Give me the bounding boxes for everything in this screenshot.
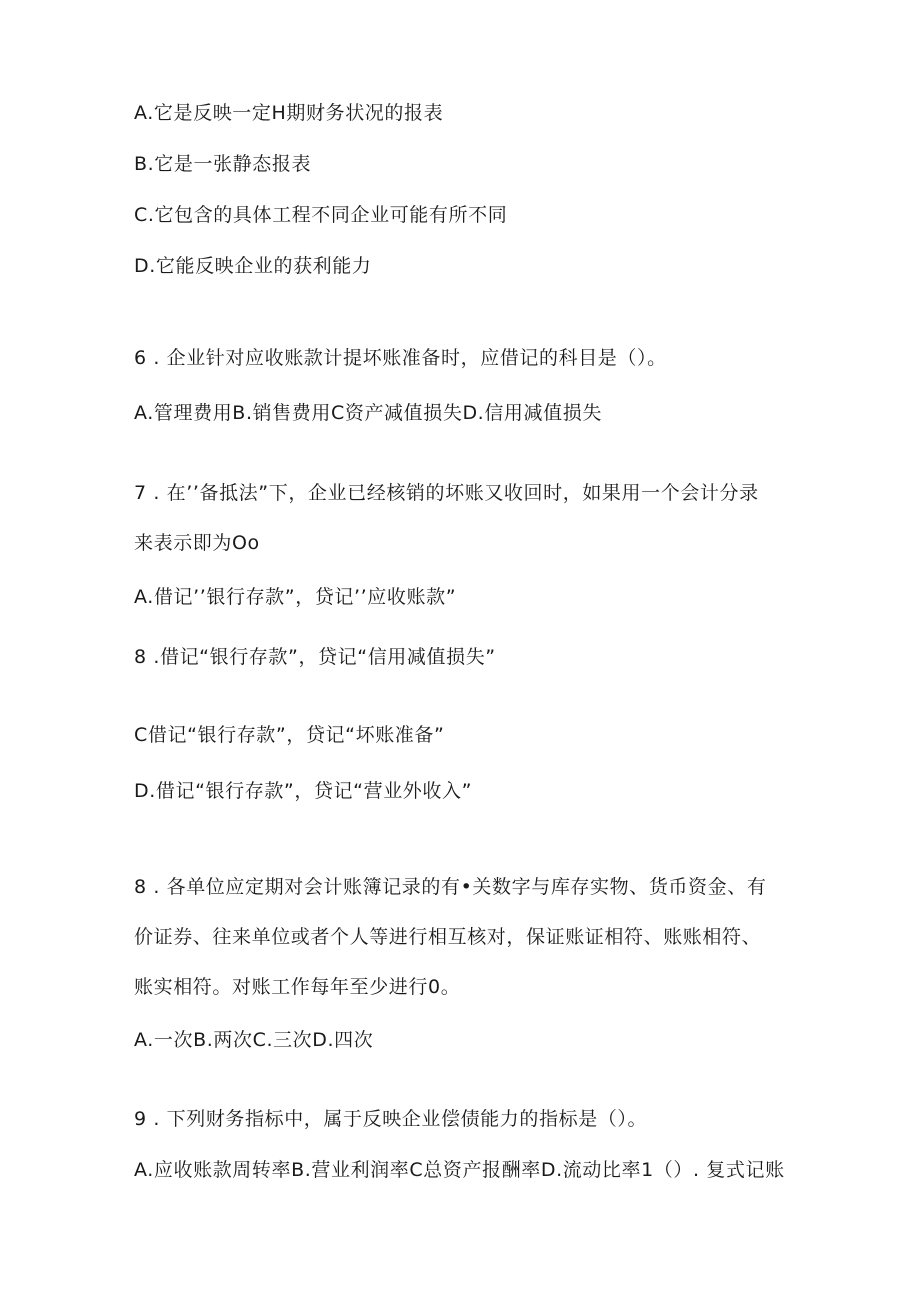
question-8-options: A.一次B.两次C.三次D.四次: [134, 1029, 374, 1051]
question-7-line-2: 来表示即为Oo: [134, 532, 260, 554]
question-7-line-1: 7 . 在’’备抵法”下，企业已经核销的坏账又收回时，如果用一个会计分录: [134, 482, 759, 504]
option-b-line: B.它是一张静态报表: [134, 153, 312, 175]
option-d-line: D.它能反映企业的获利能力: [134, 255, 372, 277]
option-c-line: C.它包含的具体工程不同企业可能有所不同: [134, 204, 508, 226]
question-7-option-a: A.借记’’银行存款”，贷记’’应收账款”: [134, 586, 457, 608]
question-7-option-b: 8 .借记“银行存款”，贷记“信用减值损失”: [134, 646, 496, 668]
question-8-line-3: 账实相符。对账工作每年至少进行0。: [134, 976, 461, 998]
question-8-line-1: 8 . 各单位应定期对会计账簿记录的有•关数字与库存实物、货币资金、有: [134, 876, 767, 898]
question-7-option-c: C借记“银行存款”，贷记“坏账准备”: [134, 724, 445, 746]
question-6-options: A.管理费用B.销售费用C资产减值损失D.信用减值损失: [134, 402, 602, 424]
question-7-option-d: D.借记“银行存款”，贷记“营业外收入”: [134, 780, 473, 802]
question-9: 9 . 下列财务指标中，属于反映企业偿债能力的指标是（）。: [134, 1108, 648, 1130]
option-a-line: A.它是反映一定H期财务状况的报表: [134, 102, 444, 124]
question-8-line-2: 价证券、往来单位或者个人等进行相互核对，保证账证相符、账账相符、: [134, 926, 762, 948]
question-9-options: A.应收账款周转率B.营业利润率C总资产报酬率D.流动比率1（）. 复式记账: [134, 1159, 785, 1181]
question-6: 6 . 企业针对应收账款计提坏账准备时，应借记的科目是（）。: [134, 347, 667, 369]
